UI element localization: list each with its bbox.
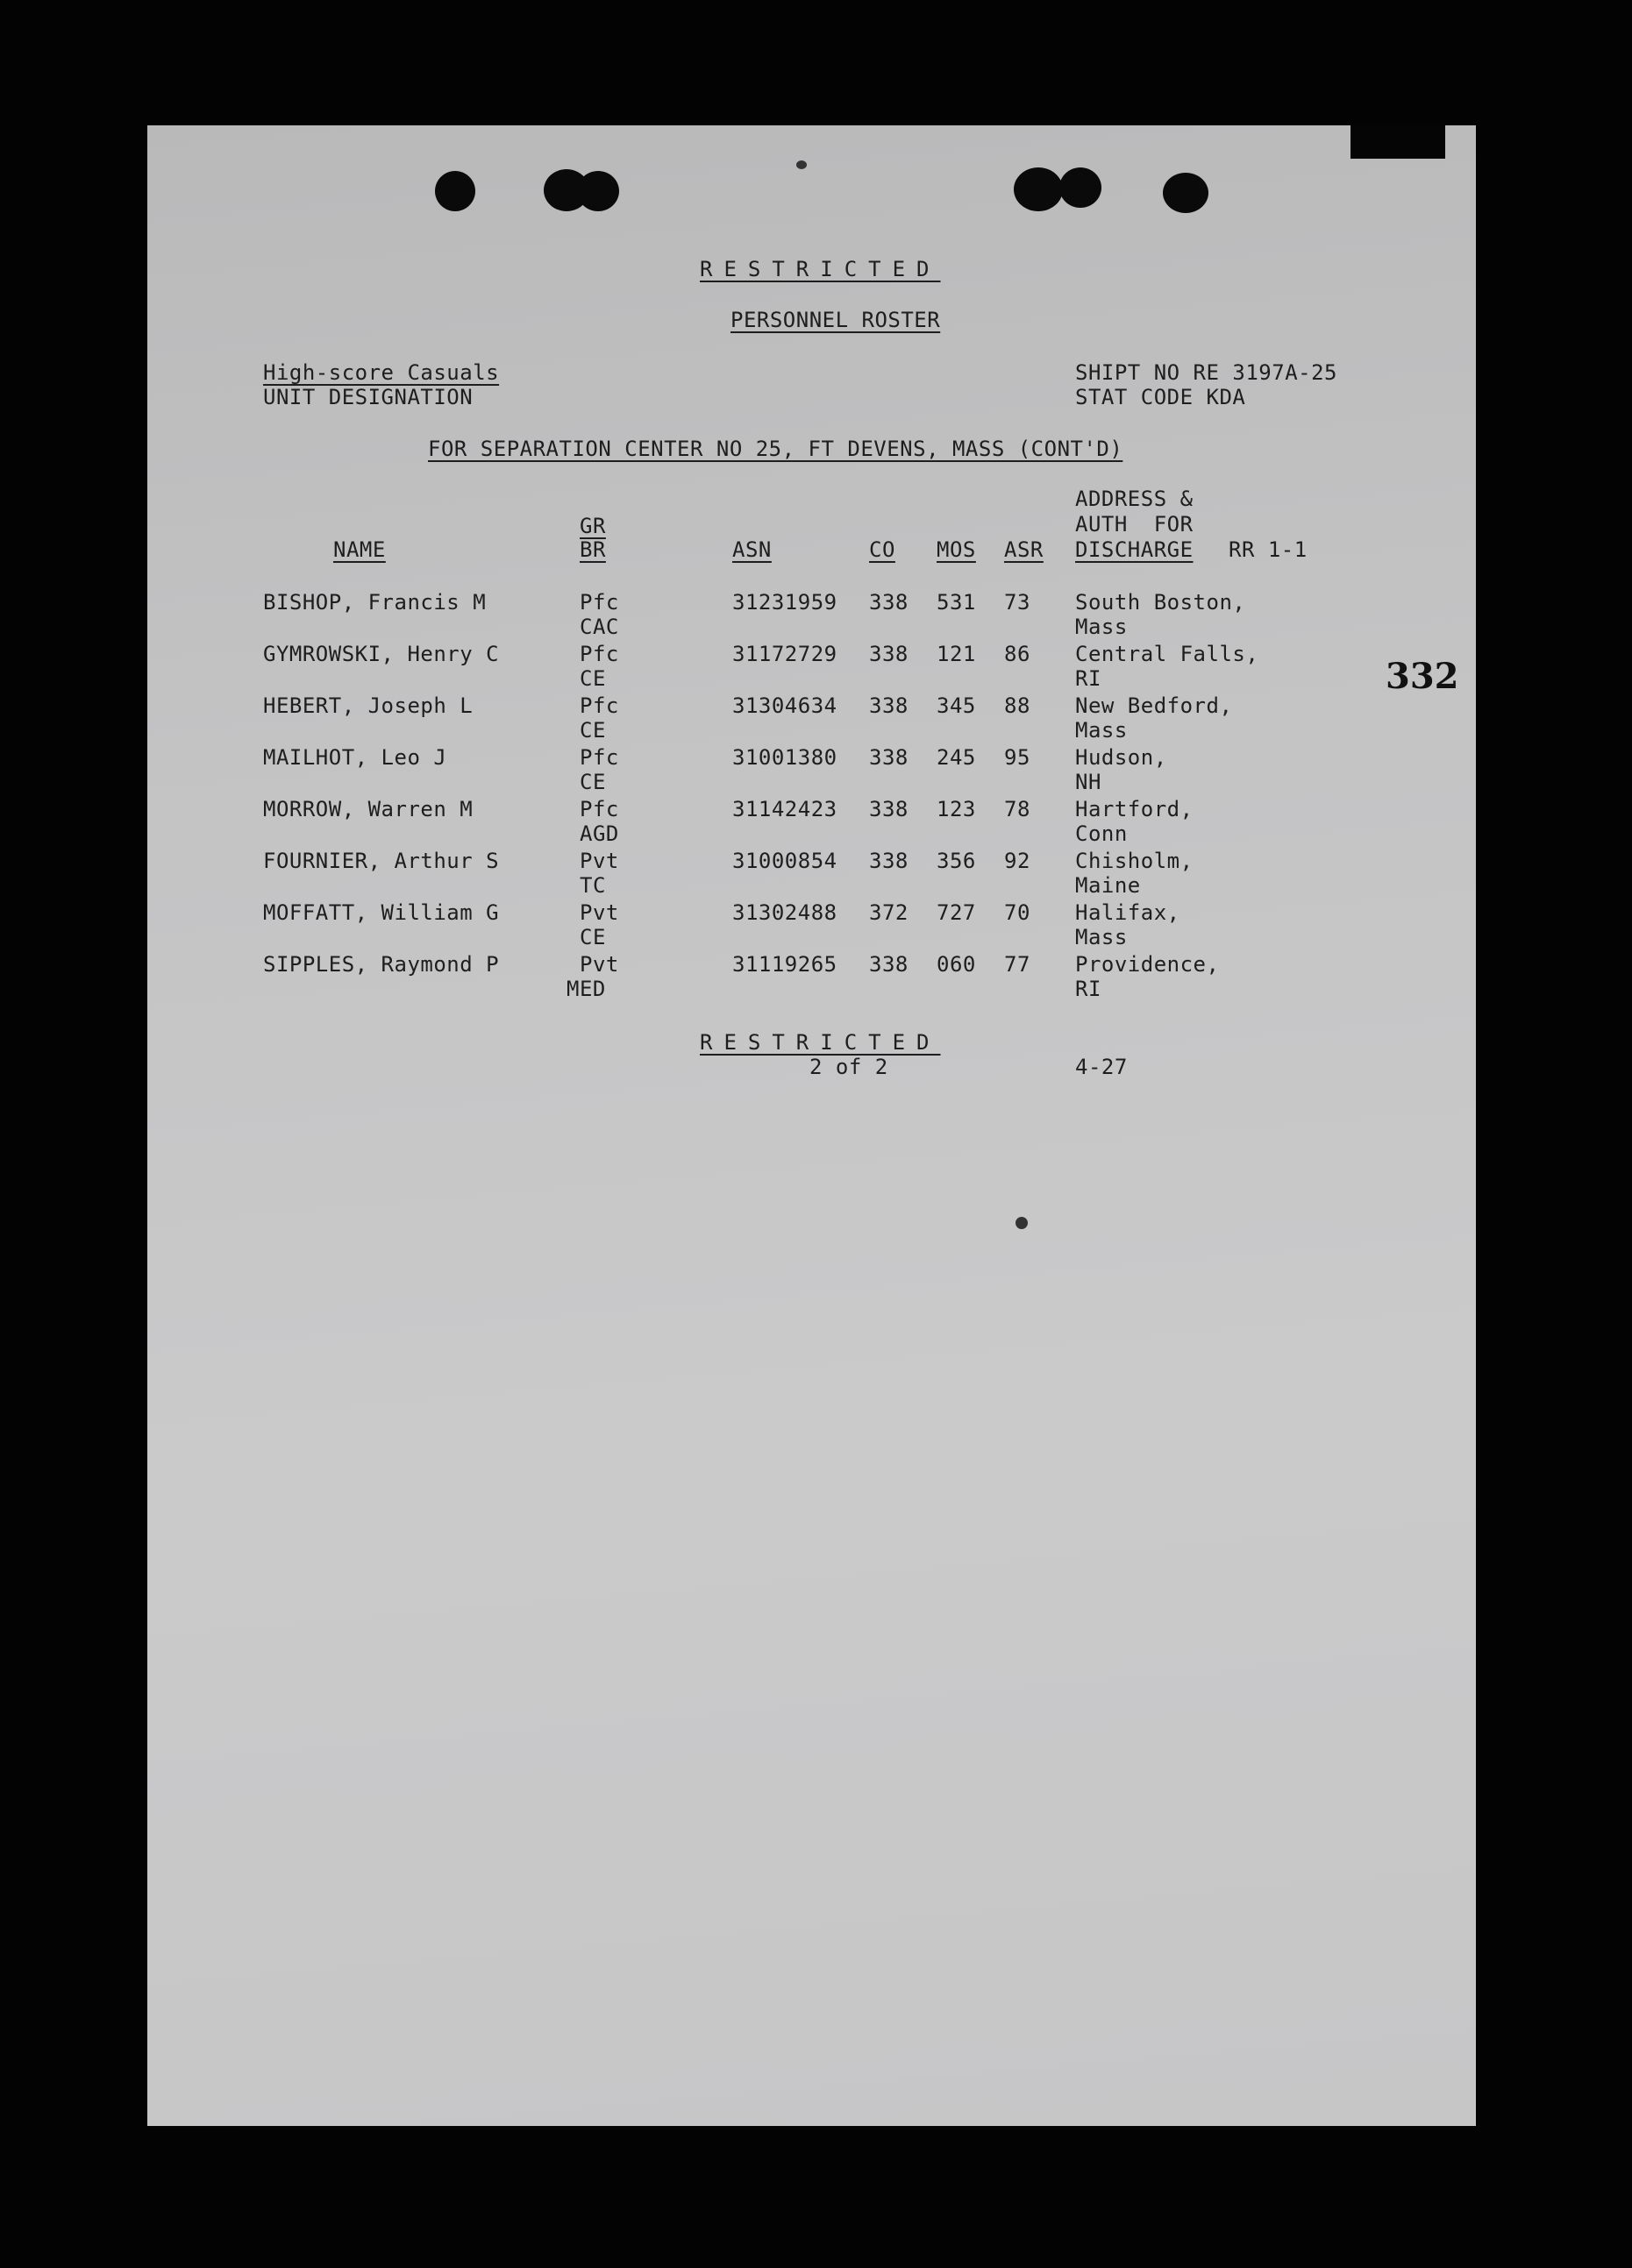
row-grade: Pfc [580, 590, 619, 615]
row-asn: 31000854 [732, 849, 837, 873]
row-branch: MED [567, 977, 606, 1001]
punch-hole [1059, 167, 1101, 208]
row-state: Mass [1075, 718, 1128, 743]
col-address-2: AUTH FOR [1075, 512, 1194, 537]
punch-hole [1163, 173, 1208, 213]
row-co: 338 [869, 642, 909, 666]
punch-hole [577, 171, 619, 211]
row-asn: 31302488 [732, 900, 837, 925]
row-name: MAILHOT, Leo J [263, 745, 447, 770]
row-state: Mass [1075, 615, 1128, 639]
ink-speck [1016, 1217, 1028, 1229]
row-name: BISHOP, Francis M [263, 590, 487, 615]
classification-bottom: RESTRICTED [700, 1030, 941, 1055]
row-grade: Pvt [580, 900, 619, 925]
shipment-number: SHIPT NO RE 3197A-25 [1075, 360, 1337, 385]
row-name: FOURNIER, Arthur S [263, 849, 500, 873]
row-name: SIPPLES, Raymond P [263, 952, 500, 977]
row-mos: 121 [937, 642, 976, 666]
row-asn: 31142423 [732, 797, 837, 821]
row-name: GYMROWSKI, Henry C [263, 642, 500, 666]
row-asr: 92 [1004, 849, 1030, 873]
row-co: 338 [869, 797, 909, 821]
row-co: 372 [869, 900, 909, 925]
classification-top: RESTRICTED [700, 257, 941, 281]
row-city: Hudson, [1075, 745, 1167, 770]
row-asr: 88 [1004, 693, 1030, 718]
destination-line: FOR SEPARATION CENTER NO 25, FT DEVENS, MASS (CONT'D) [428, 437, 1123, 461]
row-state: NH [1075, 770, 1101, 794]
row-asn: 31119265 [732, 952, 837, 977]
row-state: RI [1075, 977, 1101, 1001]
row-city: Chisholm, [1075, 849, 1194, 873]
row-mos: 345 [937, 693, 976, 718]
row-asr: 86 [1004, 642, 1030, 666]
row-asn: 31172729 [732, 642, 837, 666]
row-asr: 73 [1004, 590, 1030, 615]
row-state: Maine [1075, 873, 1141, 898]
row-grade: Pvt [580, 849, 619, 873]
row-branch: AGD [580, 821, 619, 846]
row-branch: TC [580, 873, 606, 898]
page-number: 2 of 2 [809, 1055, 888, 1079]
row-mos: 531 [937, 590, 976, 615]
row-asn: 31231959 [732, 590, 837, 615]
col-grade-1: GR [580, 514, 606, 538]
row-grade: Pfc [580, 642, 619, 666]
row-city: South Boston, [1075, 590, 1246, 615]
unit-designation-label: UNIT DESIGNATION [263, 385, 474, 409]
col-auth: RR 1-1 [1229, 537, 1308, 562]
row-asn: 31304634 [732, 693, 837, 718]
row-branch: CE [580, 718, 606, 743]
row-city: Central Falls, [1075, 642, 1259, 666]
row-grade: Pfc [580, 745, 619, 770]
row-name: MOFFATT, William G [263, 900, 500, 925]
roster-page [147, 125, 1476, 2126]
col-address-3: DISCHARGE [1075, 537, 1194, 562]
row-city: New Bedford, [1075, 693, 1233, 718]
col-mos: MOS [937, 537, 976, 562]
col-address-1: ADDRESS & [1075, 487, 1194, 511]
col-asn: ASN [732, 537, 772, 562]
row-city: Hartford, [1075, 797, 1194, 821]
col-grade-2: BR [580, 537, 606, 562]
ink-speck [796, 160, 807, 169]
row-state: Conn [1075, 821, 1128, 846]
row-mos: 060 [937, 952, 976, 977]
row-mos: 356 [937, 849, 976, 873]
col-name: NAME [333, 537, 386, 562]
form-number: 4-27 [1075, 1055, 1128, 1079]
row-asr: 77 [1004, 952, 1030, 977]
row-asr: 78 [1004, 797, 1030, 821]
row-asr: 70 [1004, 900, 1030, 925]
margin-stamp-number: 332 [1386, 656, 1459, 697]
punch-hole [1014, 167, 1063, 211]
row-branch: CAC [580, 615, 619, 639]
row-branch: CE [580, 666, 606, 691]
row-state: RI [1075, 666, 1101, 691]
col-co: CO [869, 537, 895, 562]
row-branch: CE [580, 770, 606, 794]
row-grade: Pfc [580, 797, 619, 821]
row-name: HEBERT, Joseph L [263, 693, 474, 718]
punch-hole [435, 171, 475, 211]
stat-code: STAT CODE KDA [1075, 385, 1246, 409]
row-co: 338 [869, 952, 909, 977]
row-city: Halifax, [1075, 900, 1180, 925]
row-mos: 245 [937, 745, 976, 770]
row-co: 338 [869, 745, 909, 770]
torn-corner [1350, 125, 1445, 159]
row-grade: Pvt [580, 952, 619, 977]
row-mos: 727 [937, 900, 976, 925]
row-grade: Pfc [580, 693, 619, 718]
row-branch: CE [580, 925, 606, 949]
row-mos: 123 [937, 797, 976, 821]
roster-title: PERSONNEL ROSTER [730, 308, 941, 332]
col-asr: ASR [1004, 537, 1044, 562]
row-asr: 95 [1004, 745, 1030, 770]
row-co: 338 [869, 693, 909, 718]
row-name: MORROW, Warren M [263, 797, 474, 821]
unit-name: High-score Casuals [263, 360, 500, 385]
row-co: 338 [869, 849, 909, 873]
row-co: 338 [869, 590, 909, 615]
row-city: Providence, [1075, 952, 1220, 977]
row-state: Mass [1075, 925, 1128, 949]
row-asn: 31001380 [732, 745, 837, 770]
